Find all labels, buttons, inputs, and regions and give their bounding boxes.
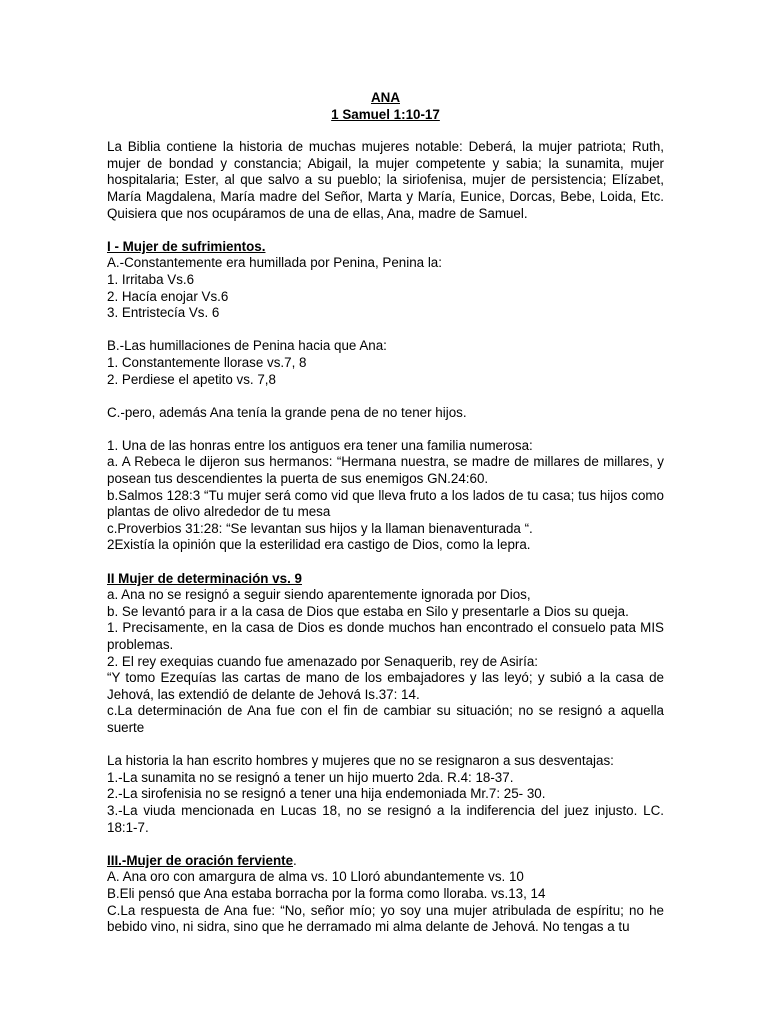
section-3-b: B.Eli pensó que Ana estaba borracha por la forma como lloraba. vs.13, 14	[107, 885, 546, 901]
section-2-b: b. Se levantó para ir a la casa de Dios que estaba en Silo y presentarle a Dios su queja.	[107, 603, 629, 619]
list-item: 1. Irritaba Vs.6	[107, 271, 195, 287]
section-1-c-a: a. A Rebeca le dijeron sus hermanos: “Hermana nuestra, se madre de millares de millares, y posean tus descendientes la puerta de sus enemigos GN.24:60.	[107, 454, 664, 487]
list-item: 2. Perdiese el apetito vs. 7,8	[107, 371, 276, 387]
section-1-c-point-1: 1. Una de las honras entre los antiguos era tener una familia numerosa:	[107, 437, 533, 453]
section-1-b-intro: B.-Las humillaciones de Penina hacia que Ana:	[107, 338, 387, 354]
section-2-p2: 2. El rey exequias cuando fue amenazado por Senaquerib, rey de Asiría:	[107, 653, 539, 669]
section-1-c-point-2: 2Existía la opinión que la esterilidad era castigo de Dios, como la lepra.	[107, 537, 531, 553]
section-3-heading-line	[107, 853, 664, 870]
section-3-c: C.La respuesta de Ana fue: “No, señor mío; yo soy una mujer atribulada de espíritu; no he bebido vino, ni sidra, sino que he derramado mi alma delante de Jehová. No tengas a tu	[107, 902, 664, 935]
section-2-quote: “Y tomo Ezequías las cartas de mano de los embajadores y las leyó; y subió a la casa de Jehová, las extendió de delante de Jehová Is.37: 14.	[107, 670, 664, 702]
section-1-heading: I - Mujer de sufrimientos.	[107, 238, 266, 254]
section-2-c: c.La determinación de Ana fue con el fin de cambiar su situación; no se resignó a aquella suerte	[107, 703, 664, 735]
section-1-a-intro: A.-Constantemente era humillada por Penina, Penina la:	[107, 255, 442, 271]
list-item: 1. Constantemente llorase vs.7, 8	[107, 354, 307, 370]
history-item: 1.-La sunamita no se resignó a tener un hijo muerto 2da. R.4: 18-37.	[107, 769, 514, 785]
section-2-heading: II Mujer de determinación vs. 9	[107, 570, 302, 586]
section-2-a: a. Ana no se resignó a seguir siendo aparentemente ignorada por Dios,	[107, 587, 531, 603]
list-item: 3. Entristecía Vs. 6	[107, 305, 220, 321]
list-item: 2. Hacía enojar Vs.6	[107, 288, 229, 304]
section-2-p1: 1. Precisamente, en la casa de Dios es donde muchos han encontrado el consuelo pata MIS problemas.	[107, 620, 664, 652]
section-3-heading: III.-Mujer de oración ferviente	[107, 852, 294, 868]
intro-paragraph: La Biblia contiene la historia de muchas mujeres notable: Deberá, la mujer patriota; Ruth, mujer de bondad y constancia; Abigail, la mujer competente y sabia; la sunamita, mujer hospitalaria; Ester, al que salvo a su pueblo; la siriofenisa, mujer de persistencia; Elízabet, María Magdalena, María madre del Señor, Marta y María, Eunice, Dorcas, Bebe, Loida, Etc. Quisiera que nos ocupáramos de una de ellas, Ana, madre de Samuel.	[107, 139, 664, 221]
section-3-heading-suffix: .	[293, 852, 297, 868]
history-intro: La historia la han escrito hombres y mujeres que no se resignaron a sus desventajas:	[107, 753, 614, 769]
section-1-c-c: c.Proverbios 31:28: “Se levantan sus hijos y la llaman bienaventurada “.	[107, 520, 533, 536]
history-item: 2.-La sirofenisia no se resignó a tener una hija endemoniada Mr.7: 25- 30.	[107, 786, 546, 802]
history-item: 3.-La viuda mencionada en Lucas 18, no se resignó a la indiferencia del juez injusto. LC. 18:1-7.	[107, 802, 664, 835]
scripture-reference: 1 Samuel 1:10-17	[331, 106, 440, 122]
document-title: ANA	[370, 90, 400, 105]
section-1-c-b: b.Salmos 128:3 “Tu mujer será como vid que lleva fruto a los lados de tu casa; tus hijos como plantas de olivo alrededor de tu mesa	[107, 487, 664, 520]
section-3-a: A. Ana oro con amargura de alma vs. 10 Lloró abundantemente vs. 10	[107, 869, 524, 885]
section-1-c-intro: C.-pero, además Ana tenía la grande pena de no tener hijos.	[107, 404, 467, 420]
